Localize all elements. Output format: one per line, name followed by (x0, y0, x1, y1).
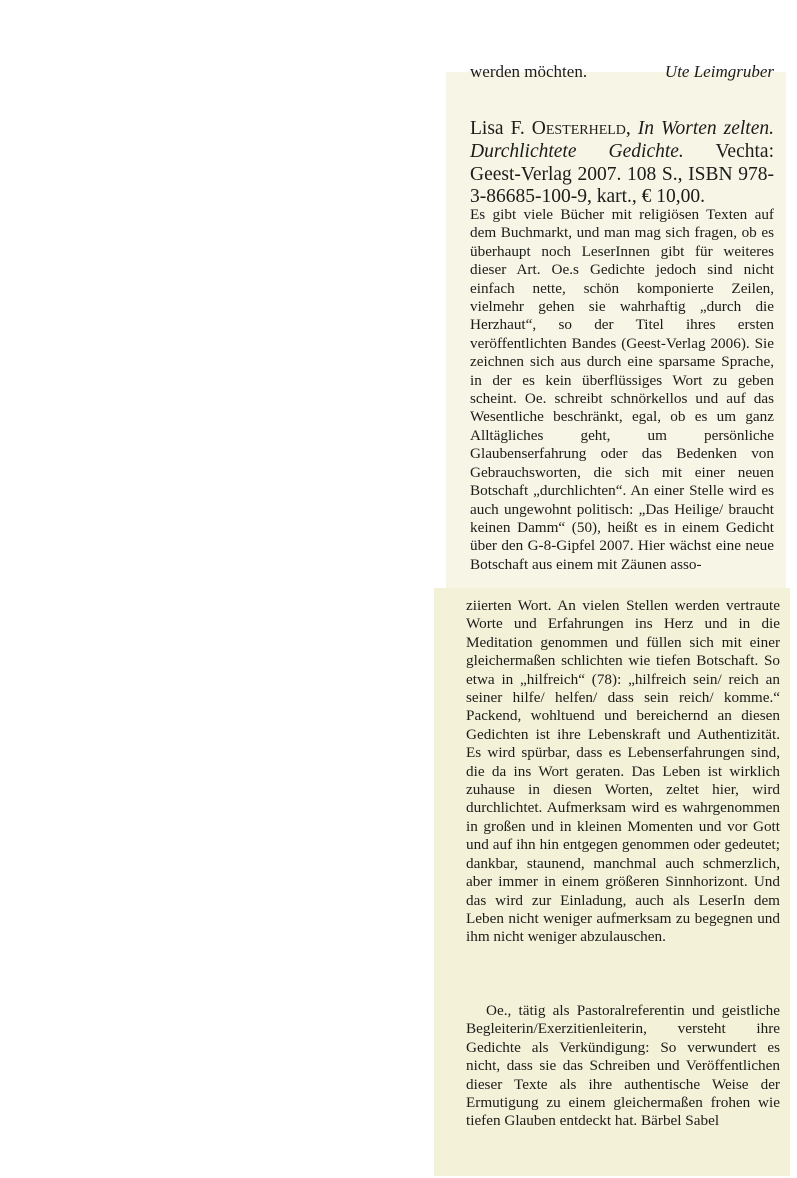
review-paragraph-1: Es gibt viele Bücher mit religiösen Texten auf dem Buchmarkt, und man mag sich fragen, ob es überhaupt noch LeserInnen gibt für weiteres dieser Art. Oe.s Gedichte jedoch sind nicht einfach nette, schön komponierte Zeilen, vielmehr gehen sie wahrhaftig „durch die Herzhaut“, so der Titel ihres ersten veröffentlichten Bandes (Geest-Verlag 2006). Sie zeichnen sich aus durch eine sparsame Sprache, in der es kein überflüssiges Wort zu geben scheint. Oe. schreibt schnörkellos und auf das Wesentliche beschränkt, egal, ob es um ganz Alltägliches geht, um persönliche Glaubenserfahrung oder das Bedenken von Gebrauchsworten, die sich mit einer neuen Botschaft „durchlichten“. An einer Stelle wird es auch ungewohnt politisch: „Das Heilige/ braucht keinen Damm“ (50), heißt es in einem Gedicht über den G-8-Gipfel 2007. Hier wächst eine neue Botschaft aus einem mit Zäunen asso- (470, 206, 774, 573)
review-paragraph-2: ziierten Wort. An vielen Stellen werden vertraute Worte und Erfahrungen ins Herz und in die Meditation genommen und füllen sich mit einer gleichermaßen schlichten wie tiefen Botschaft. So etwa in „hilfreich“ (78): „hilfreich sein/ reich an seiner hilfe/ helfen/ dass sein reich/ komme.“ Packend, wohltuend und bereichernd an diesen Gedichten ist ihre Lebenskraft und Authentizität. Es wird spürbar, dass es Lebenserfahrungen sind, die da ins Wort geraten. Das Leben ist wirklich zuhause in diesen Worten, zeltet hier, wird durchlichtet. Aufmerksam wird es wahrgenommen in großen und in kleinen Momenten und vor Gott und auf ihn hin entgegen genommen oder gedeutet; dankbar, staunend, manchmal auch schmerzlich, aber immer in einem größeren Sinnhorizont. Und das wird zur Einladung, auch als LeserIn dem Leben nicht weniger aufmerksam zu begegnen und ihm nicht weniger abzulauschen. (466, 597, 780, 946)
book-title: In Worten zelten. Durchlichtete Gedichte. (470, 118, 775, 162)
review-paragraph-3-text: Oe., tätig als Pastoralreferentin und geistliche Begleiterin/Exerzitienleiterin, versteht ihre Gedichte als Verkündigung: So verwundert es nicht, dass sie das Schreiben und Veröffentlichen dieser Texte als ihre authentische Weise der Ermutigung zu einem gleichermaßen frohen wie tiefen Glauben entdeckt hat. (466, 1002, 780, 1130)
publication-details: Vechta: Geest-Verlag 2007. 108 S., ISBN 978-3-86685-100-9, kart., € 10,00. (470, 140, 774, 208)
review-signature: Bärbel Sabel (641, 1112, 720, 1130)
review-heading: Lisa F. Oesterheld, In Worten zelten. Durchlichtete Gedichte. Vechta: Geest-Verlag 2007. 108 S., ISBN 978-3-86685-100-9, kart., € 10,00. (470, 118, 775, 208)
previous-review-text: werden möchten. (470, 62, 588, 81)
review-paragraph-3 (466, 1002, 780, 1131)
previous-review-signature: Ute Leimgruber (664, 62, 774, 81)
previous-review-ending (470, 62, 774, 84)
author-last-name: Oesterheld (531, 118, 626, 139)
author-first-name: Lisa F. (470, 118, 525, 139)
